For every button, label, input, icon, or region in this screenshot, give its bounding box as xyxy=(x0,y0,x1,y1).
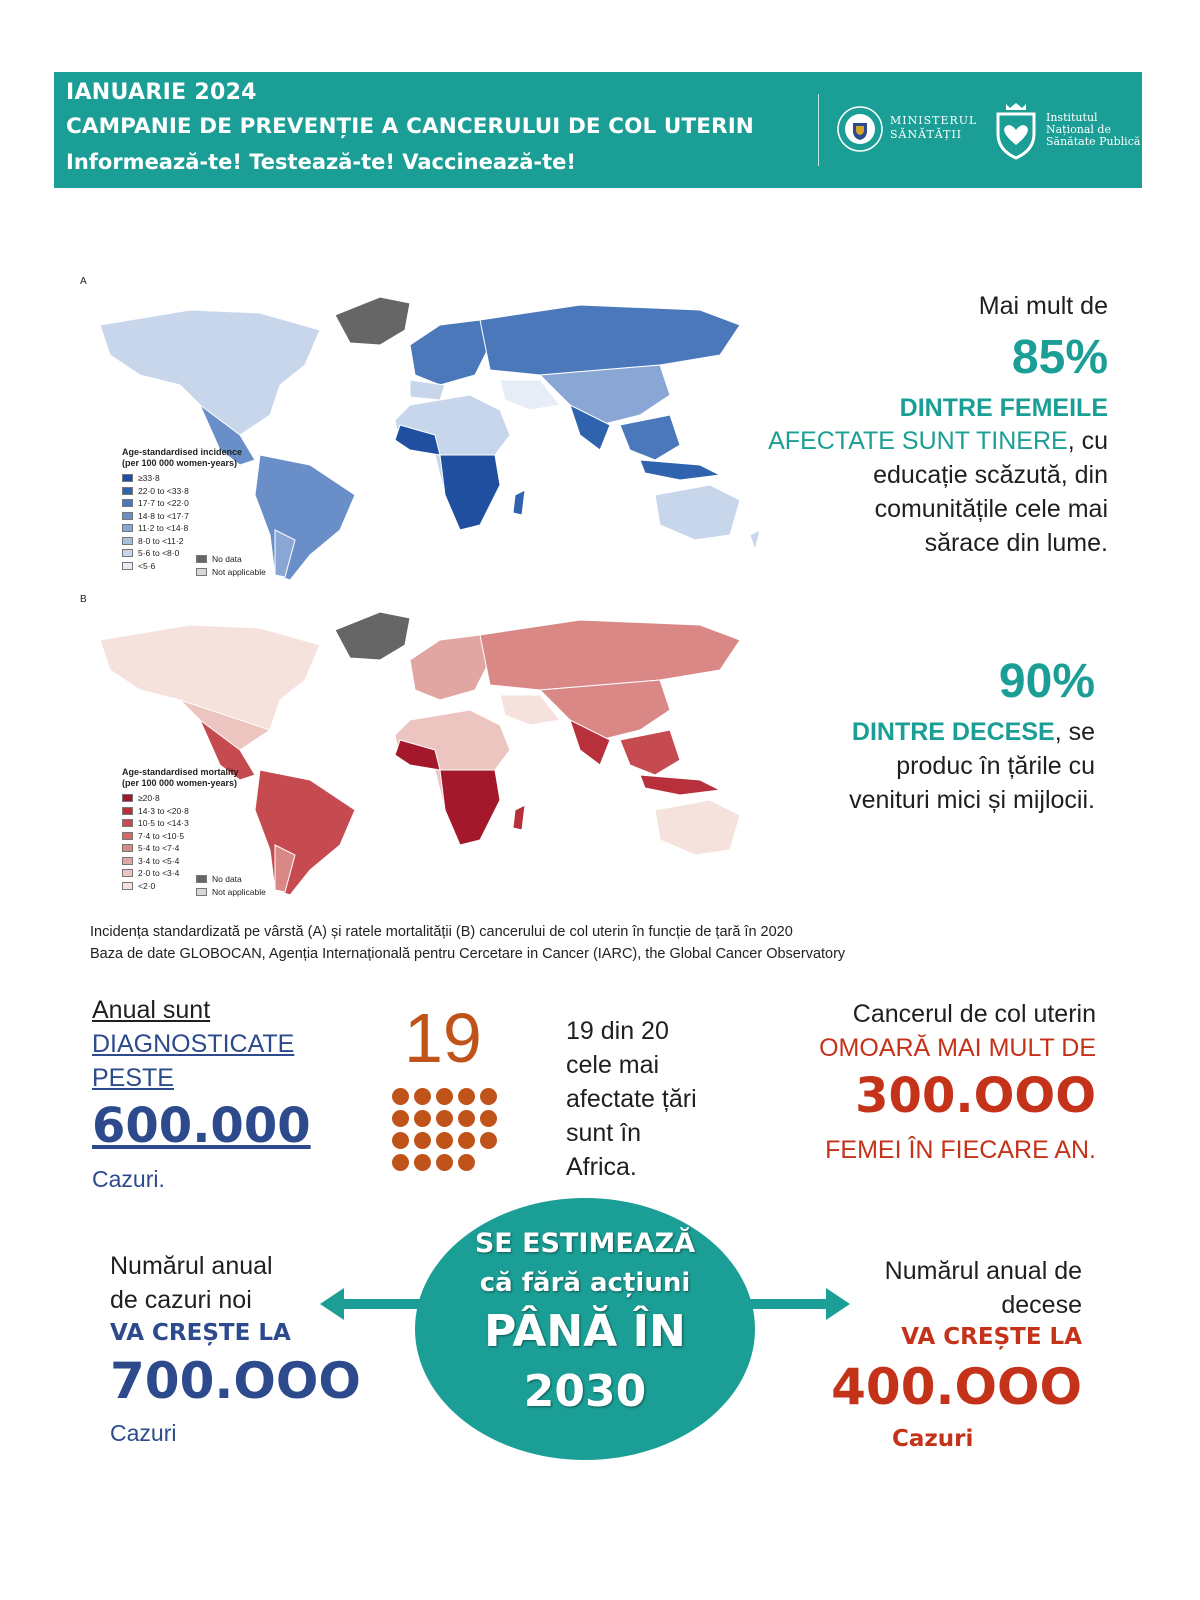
africa-dot xyxy=(392,1132,409,1149)
legend-row xyxy=(122,855,239,868)
kills-line-1: Cancerul de col uterin xyxy=(852,1000,1096,1028)
stat-young-line-2: DINTRE FEMEILE xyxy=(899,394,1108,422)
africa-number: 19 xyxy=(404,999,482,1077)
new-cases-unit: Cazuri xyxy=(110,1420,177,1446)
legend-row-label: Not applicable xyxy=(212,887,266,898)
circle-line-2: că fără acțiuni xyxy=(479,1268,691,1298)
africa-dot-grid xyxy=(392,1088,502,1178)
africa-line-1: 19 din 20 xyxy=(566,1017,669,1045)
africa-dot xyxy=(414,1154,431,1171)
future-deaths-line-3: VA CREȘTE LA xyxy=(901,1324,1082,1350)
legend-row xyxy=(122,817,239,830)
africa-dot xyxy=(392,1110,409,1127)
legend-row xyxy=(122,472,242,485)
header-date: IANUARIE 2024 xyxy=(66,80,257,105)
legend-row-label: 14·3 to <20·8 xyxy=(138,805,189,816)
future-deaths-line-2: decese xyxy=(1001,1291,1082,1319)
legend-row-label: 5·4 to <7·4 xyxy=(138,843,180,854)
africa-dot xyxy=(458,1132,475,1149)
legend-row-label: 11·2 to <14·8 xyxy=(138,523,189,534)
insp-logo xyxy=(992,100,1040,160)
insp-line-3: Sănătate Publică xyxy=(1046,135,1141,148)
legend-swatch xyxy=(122,857,133,865)
stat-young-percent: 85% xyxy=(1011,331,1108,384)
circle-line-4: 2030 xyxy=(523,1366,647,1417)
future-deaths-number: 400.OOO xyxy=(831,1358,1082,1416)
legend-swatch xyxy=(122,807,133,815)
diagnosed-line-3: PESTE xyxy=(92,1064,174,1092)
africa-dot xyxy=(480,1088,497,1105)
legend-row-label: 10·5 to <14·3 xyxy=(138,818,189,829)
stat-young-line-6: sărace din lume. xyxy=(924,529,1108,557)
legend-row-label: 14·8 to <17·7 xyxy=(138,510,189,521)
legend-row xyxy=(122,485,242,498)
header-slogan: Informează-te! Testează-te! Vaccinează-te! xyxy=(66,150,576,174)
legend-row-label: <2·0 xyxy=(138,880,156,891)
legend-swatch xyxy=(196,875,207,883)
kills-line-3: FEMEI ÎN FIECARE AN. xyxy=(825,1136,1096,1164)
left-arrow-icon xyxy=(318,1284,422,1324)
africa-line-4: sunt în xyxy=(566,1119,642,1147)
legend-swatch xyxy=(122,869,133,877)
africa-dot xyxy=(414,1088,431,1105)
map-a-legend-title-1: Age-standardised incidence xyxy=(122,447,243,457)
legend-swatch xyxy=(122,819,133,827)
kills-line-2: OMOARĂ MAI MULT DE xyxy=(819,1034,1096,1062)
map-b-no-data xyxy=(196,873,242,886)
map-caption: Incidența standardizată pe vârstă (A) și ratele mortalității (B) cancerului de col uterin în funcție de țară în 2020 xyxy=(90,924,793,940)
stat-deaths-line-3: venituri mici și mijlocii. xyxy=(849,786,1095,814)
map-a-legend-title-2: (per 100 000 women-years) xyxy=(122,458,238,468)
africa-dot xyxy=(436,1110,453,1127)
africa-dot xyxy=(436,1154,453,1171)
insp-line-2: Național de xyxy=(1046,123,1111,136)
diagnosed-line-1: Anual sunt xyxy=(92,996,211,1024)
legend-swatch xyxy=(122,524,133,532)
legend-row-label: 8·0 to <11·2 xyxy=(138,535,184,546)
government-seal-logo xyxy=(836,105,884,153)
legend-swatch xyxy=(122,794,133,802)
legend-row xyxy=(122,497,242,510)
legend-swatch xyxy=(122,562,133,570)
header-title: CAMPANIE DE PREVENȚIE A CANCERULUI DE COL UTERIN xyxy=(66,114,754,139)
africa-dot xyxy=(480,1110,497,1127)
legend-swatch xyxy=(196,888,207,896)
africa-text xyxy=(566,1014,697,1184)
africa-line-2: cele mai xyxy=(566,1051,660,1079)
legend-row-label: 22·0 to <33·8 xyxy=(138,485,189,496)
legend-row-label: 17·7 to <22·0 xyxy=(138,498,189,509)
africa-dot xyxy=(458,1088,475,1105)
map-source: Baza de date GLOBOCAN, Agenția Internațională pentru Cercetare in Cancer (IARC), the Global Cancer Observatory xyxy=(90,946,846,962)
map-b-legend-title-1: Age-standardised mortality xyxy=(122,767,239,777)
right-arrow-icon xyxy=(748,1284,852,1324)
legend-row xyxy=(122,830,239,843)
legend-row-label: No data xyxy=(212,554,242,565)
insp-name xyxy=(1046,112,1140,148)
africa-dot xyxy=(458,1154,475,1171)
stat-young-highlight: AFECTATE SUNT TINERE xyxy=(768,427,1068,455)
legend-swatch xyxy=(122,512,133,520)
diagnosed-line-2: DIAGNOSTICATE xyxy=(92,1030,295,1058)
stat-young-line-4: educație scăzută, din xyxy=(873,461,1108,489)
ministry-line-1: MINISTERUL xyxy=(890,114,978,127)
map-b-legend-title-2: (per 100 000 women-years) xyxy=(122,778,238,788)
new-cases-number: 700.OOO xyxy=(110,1352,361,1410)
legend-row-label: 5·6 to <8·0 xyxy=(138,548,180,559)
diagnosed-number: 600.000 xyxy=(92,1098,311,1154)
africa-line-3: afectate țări xyxy=(566,1085,697,1113)
africa-line-5: Africa. xyxy=(566,1153,637,1181)
stat-deaths-highlight: DINTRE DECESE xyxy=(851,718,1055,746)
stat-young-line-5: comunitățile cele mai xyxy=(874,495,1108,523)
circle-line-3: PÂNĂ ÎN xyxy=(484,1306,686,1357)
future-deaths-unit: Cazuri xyxy=(892,1426,974,1452)
map-a-not-applicable xyxy=(196,566,266,579)
africa-dot xyxy=(414,1132,431,1149)
circle-line-1: SE ESTIMEAZĂ xyxy=(474,1228,696,1259)
stat-deaths-line-2: produc în țările cu xyxy=(896,752,1095,780)
africa-dot xyxy=(480,1132,497,1149)
legend-row xyxy=(122,535,242,548)
legend-swatch xyxy=(122,549,133,557)
legend-row xyxy=(122,792,239,805)
legend-swatch xyxy=(196,568,207,576)
stat-young-line-3-rest: , cu xyxy=(1067,427,1108,455)
map-b-label: B xyxy=(80,594,87,605)
legend-row xyxy=(122,510,242,523)
legend-row-label: ≥33·8 xyxy=(138,473,160,484)
africa-dot xyxy=(458,1110,475,1127)
insp-line-1: Institutul xyxy=(1046,111,1098,124)
legend-swatch xyxy=(122,537,133,545)
new-cases-line-2: de cazuri noi xyxy=(110,1286,252,1314)
stat-deaths-line-1 xyxy=(852,718,1095,747)
africa-dot xyxy=(414,1110,431,1127)
stat-young-line-3 xyxy=(768,427,1108,456)
new-cases-line-1: Numărul anual xyxy=(110,1252,273,1280)
map-a-label: A xyxy=(80,276,87,287)
legend-swatch xyxy=(122,832,133,840)
legend-row-label: <5·6 xyxy=(138,560,156,571)
legend-swatch xyxy=(122,499,133,507)
legend-swatch xyxy=(122,474,133,482)
map-a-no-data xyxy=(196,553,242,566)
header-divider xyxy=(818,94,819,166)
legend-swatch xyxy=(122,844,133,852)
map-b-not-applicable xyxy=(196,886,266,899)
diagnosed-unit: Cazuri. xyxy=(92,1166,165,1192)
legend-row xyxy=(122,522,242,535)
legend-row-label: Not applicable xyxy=(212,567,266,578)
africa-dot xyxy=(436,1132,453,1149)
legend-row-label: No data xyxy=(212,874,242,885)
legend-row-label: 2·0 to <3·4 xyxy=(138,868,180,879)
legend-swatch xyxy=(122,487,133,495)
legend-swatch xyxy=(122,882,133,890)
stat-young-intro: Mai mult de xyxy=(978,292,1108,320)
africa-dot xyxy=(392,1154,409,1171)
legend-row-label: ≥20·8 xyxy=(138,793,160,804)
legend-swatch xyxy=(196,555,207,563)
new-cases-line-3: VA CREȘTE LA xyxy=(110,1320,291,1346)
africa-dot xyxy=(392,1088,409,1105)
legend-row xyxy=(122,842,239,855)
kills-number: 300.OOO xyxy=(855,1068,1096,1124)
legend-row xyxy=(122,805,239,818)
legend-row-label: 7·4 to <10·5 xyxy=(138,830,185,841)
stat-deaths-percent: 90% xyxy=(998,655,1095,708)
ministry-line-2: SĂNĂTĂȚII xyxy=(890,128,963,141)
stat-deaths-line-1-rest: , se xyxy=(1054,718,1095,746)
future-deaths-line-1: Numărul anual de xyxy=(884,1257,1082,1285)
africa-dot xyxy=(436,1088,453,1105)
legend-row-label: 3·4 to <5·4 xyxy=(138,855,180,866)
ministry-name xyxy=(890,114,977,142)
